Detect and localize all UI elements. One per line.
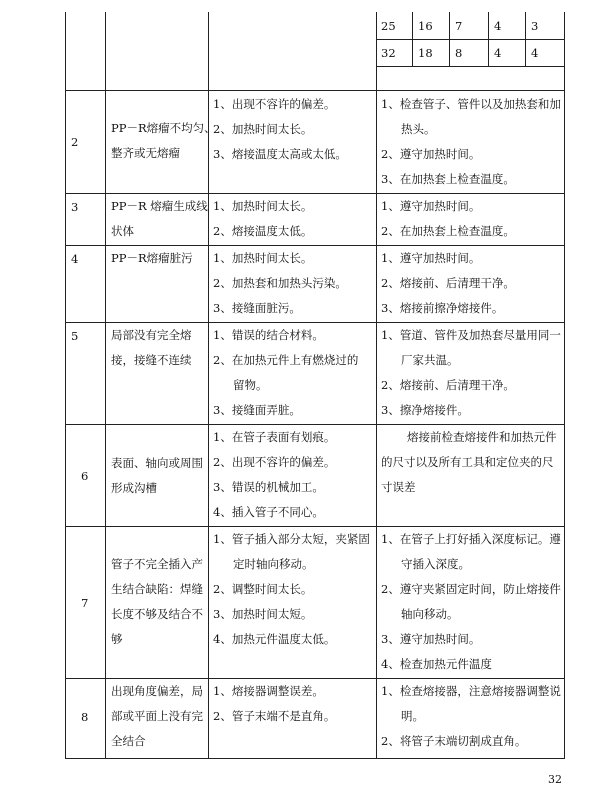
problem-cell: PP－R熔瘤不均匀、 整齐或无熔瘤 (111, 121, 216, 160)
cause-cell: 1、在管子表面有划痕。 2、出现不容许的偏差。 3、错误的机械加工。 4、插入管子不同心。 (213, 430, 336, 519)
problem-cell: PP－R 熔瘤生成线 状体 (111, 199, 208, 238)
solution-cell: 1、检查熔接器，注意熔接器调整说 明。 2、将管子末端切割成直角。 (381, 684, 561, 748)
sub-cell: 4 (531, 46, 539, 60)
cause-cell: 1、出现不容许的偏差。 2、加热时间太长。 3、熔接温度太高或太低。 (213, 97, 347, 161)
row-number: 5 (71, 329, 79, 343)
cause-cell: 1、加热时间太长。 2、加热套和加热头污染。 3、接缝面脏污。 (213, 251, 347, 315)
problem-cell: 局部没有完全熔 接，接缝不连续 (111, 328, 192, 367)
solution-cell: 1、检查管子、管件以及加热套和加 热头。 2、遵守加热时间。 3、在加热套上检查温度。 (381, 97, 561, 186)
fault-table (65, 12, 565, 759)
sub-cell: 4 (494, 19, 502, 33)
solution-cell: 1、遵守加热时间。 2、在加热套上检查温度。 (381, 199, 515, 238)
row-number: 3 (71, 200, 79, 214)
cause-cell: 1、管子插入部分太短，夹紧固 定时轴向移动。 2、调整时间太长。 3、加热时间太短。 4、加热元件温度太低。 (213, 532, 370, 646)
sub-cell: 18 (418, 46, 433, 60)
row-number: 2 (71, 135, 79, 149)
row-number: 4 (71, 252, 79, 266)
cause-cell: 1、熔接器调整误差。 2、管子末端不是直角。 (213, 684, 336, 723)
cause-cell: 1、错误的结合材料。 2、在加热元件上有燃烧过的 留物。 3、接缝面弄脏。 (213, 328, 359, 417)
sub-cell: 4 (494, 46, 502, 60)
solution-cell: 1、在管子上打好插入深度标记。遵 守插入深度。 2、遵守夹紧固定时间，防止熔接件 轴向移动。 3、遵守加热时间。 4、检查加热元件温度 (381, 532, 561, 671)
problem-cell: 表面、轴向或周围 形成沟槽 (111, 456, 203, 495)
sub-cell: 16 (418, 19, 433, 33)
row-number: 7 (81, 596, 89, 610)
cause-cell: 1、加热时间太长。 2、熔接温度太低。 (213, 199, 313, 238)
page-number: 32 (548, 773, 562, 786)
sub-cell: 32 (381, 46, 396, 60)
row-number: 8 (81, 710, 89, 724)
sub-cell: 25 (381, 19, 396, 33)
problem-cell: 管子不完全插入产 生结合缺陷：焊缝 长度不够及结合不 够 (111, 557, 203, 646)
row-number: 6 (81, 469, 89, 483)
sub-cell: 3 (531, 19, 539, 33)
sub-cell: 8 (455, 46, 463, 60)
problem-cell: PP－R熔瘤脏污 (111, 251, 193, 265)
solution-cell: 1、管道、管件及加热套尽量用同一 厂家共温。 2、熔接前、后清理干净。 3、擦净熔接件。 (381, 328, 561, 417)
problem-cell: 出现角度偏差，局 部或平面上没有完 全结合 (111, 684, 203, 748)
solution-cell: 熔接前检查熔接件和加热元件 的尺寸以及所有工具和定位夹的尺 寸误差 (381, 430, 557, 494)
solution-cell: 1、遵守加热时间。 2、熔接前、后清理干净。 3、熔接前擦净熔接件。 (381, 251, 515, 315)
sub-cell: 7 (455, 19, 463, 33)
